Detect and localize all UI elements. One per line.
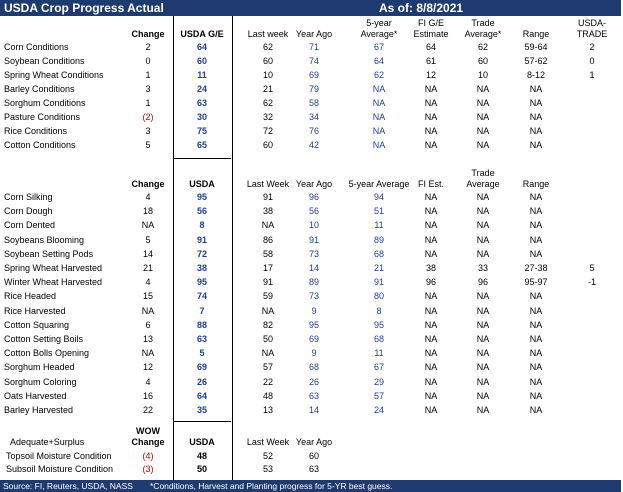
table-cell: 12 [142,362,154,373]
table-cell: 42 [308,140,320,150]
column-header: Trade [471,168,495,178]
table-cell: 18 [142,206,154,217]
usda-box-divider-1 [173,158,231,159]
table-cell: 91 [373,277,385,288]
table-cell: NA [476,112,490,122]
table-cell: 72 [262,126,274,136]
table-cell: NA [476,319,490,330]
table-cell: 80 [373,291,385,302]
table-cell: 69 [196,362,208,373]
footer-note: *Conditions, Harvest and Planting progress for 5-YR best guess. [150,481,393,491]
table-cell: NA [529,192,543,202]
table-cell: NA [372,140,386,150]
table-cell: 5 [145,234,151,245]
table-cell: NA [529,248,543,259]
table-cell: (3) [142,464,154,474]
row-label: Sorghum Conditions [4,98,86,108]
column-header: 5-year [366,18,392,28]
table-cell: NA [372,126,386,136]
table-cell: 60 [262,140,274,150]
table-cell: 64 [196,390,208,401]
table-cell: NA [424,84,438,94]
column-header: 5-year Average [348,179,410,189]
table-cell: 4 [145,192,151,202]
table-cell: NA [424,112,438,122]
row-label: Barley Conditions [4,84,75,94]
table-cell: 50 [262,334,274,344]
table-cell: 72 [196,248,208,259]
table-cell: 96 [308,192,320,202]
table-cell: 59-64 [524,42,548,52]
table-cell: NA [476,234,490,245]
table-cell: 89 [373,234,385,245]
table-cell: 48 [262,390,274,401]
column-header: Change [131,179,165,189]
table-cell: NA [529,390,543,401]
table-cell: NA [476,334,490,344]
page-title: USDA Crop Progress Actual [4,1,164,15]
table-cell: NA [424,334,438,344]
row-label: Soybean Setting Pods [4,248,94,259]
footer [0,480,621,492]
row-label: Rice Headed [4,291,57,302]
table-cell: 63 [308,390,320,401]
row-label: Rice Conditions [4,126,68,136]
table-cell: NA [529,348,543,359]
table-cell: 8 [376,305,382,316]
row-label: Corn Dented [4,220,56,231]
table-cell: NA [261,348,275,359]
row-label: Oats Harvested [4,390,67,401]
table-cell: 30 [196,112,208,122]
table-cell: 91 [196,234,208,245]
table-cell: 95 [373,319,385,330]
column-header: Year Ago [295,437,333,447]
table-cell: 63 [196,98,208,108]
row-label: Cotton Setting Boils [4,334,84,344]
usda-box-divider-2 [173,421,231,422]
table-cell: 21 [142,263,154,273]
table-cell: 88 [196,319,208,330]
table-cell: 24 [196,84,208,94]
table-cell: 22 [142,405,154,415]
row-label: Sorghum Coloring [4,376,77,387]
table-cell: 13 [142,334,154,344]
table-cell: 64 [373,56,385,66]
table-cell: 68 [308,362,320,373]
table-cell: 62 [262,42,274,52]
table-cell: 16 [142,390,154,401]
table-cell: 95 [308,319,320,330]
column-header: Change [131,29,165,39]
table-cell: 13 [262,405,274,415]
table-cell: 10 [308,220,320,231]
table-cell: 74 [308,56,320,66]
table-cell: 11 [197,70,207,80]
table-cell: 68 [373,334,385,344]
table-cell: 4 [145,376,151,387]
table-cell: 91 [262,277,274,288]
table-cell: NA [476,206,490,217]
table-cell: 60 [477,56,489,66]
table-cell: NA [529,84,543,94]
table-cell: NA [476,84,490,94]
footer-source: Source: FI, Reuters, USDA, NASS [3,481,133,491]
table-cell: NA [476,192,490,202]
table-cell: NA [424,405,438,415]
table-cell: 56 [196,206,208,217]
table-cell: NA [476,348,490,359]
table-cell: NA [261,305,275,316]
row-label: Subsoil Moisture Condition [6,464,114,474]
table-cell: 95-97 [524,277,548,288]
table-cell: 32 [262,112,274,122]
table-cell: NA [476,126,490,136]
table-cell: 51 [373,206,385,217]
table-cell: 1 [145,70,151,80]
table-cell: NA [424,376,438,387]
section-label: Adequate+Surplus [10,437,85,447]
table-cell: NA [261,220,275,231]
row-label: Soybean Conditions [4,56,85,66]
table-cell: 62 [373,70,385,80]
table-cell: 14 [308,405,320,415]
table-cell: 8 [199,220,205,231]
table-cell: NA [424,220,438,231]
table-cell: NA [424,291,438,302]
table-cell: 89 [308,277,320,288]
table-cell: NA [529,126,543,136]
table-cell: NA [529,234,543,245]
table-cell: NA [529,334,543,344]
table-cell: NA [424,390,438,401]
column-header: FI Est. [417,179,445,189]
table-cell: NA [529,291,543,302]
table-cell: NA [529,98,543,108]
table-cell: 62 [477,42,489,52]
row-label: Topsoil Moisture Condition [6,451,112,461]
table-cell: NA [529,220,543,231]
table-cell: 3 [145,126,151,136]
table-cell: 63 [308,464,320,474]
row-label: Spring Wheat Harvested [4,263,103,273]
table-cell: NA [529,112,543,122]
table-cell: 14 [142,248,154,259]
table-cell: 91 [262,192,274,202]
table-cell: 9 [311,348,317,359]
table-cell: NA [476,291,490,302]
table-cell: 68 [373,248,385,259]
column-header: USDA [189,179,215,189]
table-cell: NA [476,405,490,415]
table-cell: 73 [308,248,320,259]
table-cell: 5 [589,263,595,273]
table-cell: NA [476,376,490,387]
row-label: Winter Wheat Harvested [4,277,103,288]
table-cell: 34 [308,112,320,122]
column-header: Average* [360,29,398,39]
table-cell: NA [529,405,543,415]
column-header: Last week [247,29,289,39]
column-header: Average [466,179,500,189]
table-cell: NA [529,206,543,217]
row-label: Cotton Conditions [4,140,76,150]
table-cell: 15 [142,291,154,302]
table-cell: 10 [477,70,489,80]
table-cell: 67 [373,42,385,52]
table-cell: 27-38 [524,263,548,273]
table-cell: NA [141,348,155,359]
table-cell: (4) [142,451,154,461]
table-cell: NA [424,126,438,136]
table-cell: 76 [308,126,320,136]
table-cell: 75 [196,126,208,136]
table-cell: NA [141,305,155,316]
table-cell: 5 [145,140,151,150]
table-cell: 7 [199,305,205,316]
table-cell: NA [424,234,438,245]
table-cell: 26 [308,376,320,387]
column-header: Estimate [413,29,449,39]
table-cell: NA [372,112,386,122]
column-header: USDA G/E [180,29,224,39]
table-cell: NA [529,140,543,150]
table-cell: 26 [196,376,208,387]
table-cell: NA [476,140,490,150]
column-header: WOW [136,426,160,436]
table-cell: 21 [262,84,274,94]
table-cell: 48 [196,451,208,461]
table-cell: 64 [196,42,208,52]
table-cell: NA [476,390,490,401]
row-label: Spring Wheat Conditions [4,70,104,80]
table-cell: 3 [145,84,151,94]
table-cell: 17 [262,263,274,273]
table-cell: 63 [196,334,208,344]
table-cell: NA [372,84,386,94]
table-cell: NA [529,305,543,316]
table-cell: 1 [145,98,151,108]
table-cell: 82 [262,319,274,330]
table-cell: 60 [308,451,320,461]
table-cell: 67 [373,362,385,373]
table-cell: NA [424,98,438,108]
table-cell: 58 [262,248,274,259]
row-label: Sorghum Headed [4,362,75,373]
table-cell: NA [424,206,438,217]
column-header: Last Week [246,437,290,447]
table-cell: 2 [145,42,151,52]
row-label: Corn Dough [4,206,53,217]
table-cell: 91 [308,234,320,245]
table-cell: 79 [308,84,320,94]
row-label: Cotton Squaring [4,319,70,330]
column-header: USDA [189,437,215,447]
table-cell: 10 [262,70,274,80]
table-cell: NA [529,362,543,373]
row-label: Pasture Conditions [4,112,81,122]
table-cell: -1 [587,277,597,288]
table-cell: 57-62 [524,56,548,66]
table-cell: 50 [196,464,208,474]
column-header: TRADE [576,29,608,39]
table-cell: 59 [262,291,274,302]
row-label: Barley Harvested [4,405,74,415]
table-cell: NA [141,220,155,231]
table-cell: 38 [262,206,274,217]
row-label: Corn Silking [4,192,53,202]
table-cell: NA [529,376,543,387]
table-cell: 61 [425,56,437,66]
table-cell: 96 [425,277,437,288]
table-cell: 9 [311,305,317,316]
row-label: Rice Harvested [4,305,66,316]
column-header: Range [522,179,550,189]
table-cell: (2) [142,112,154,122]
table-cell: NA [476,305,490,316]
table-cell: 56 [308,206,320,217]
table-cell: NA [424,362,438,373]
row-label: Corn Conditions [4,42,69,52]
table-cell: 38 [196,263,208,273]
column-header: FI G/E [417,18,445,28]
table-cell: 2 [589,42,595,52]
table-cell: NA [476,362,490,373]
column-header: Year Ago [295,29,333,39]
table-cell: 65 [196,140,208,150]
table-cell: 22 [262,376,274,387]
table-cell: 57 [262,362,274,373]
table-cell: 58 [308,98,320,108]
title-bar [0,0,621,16]
column-header: Change [131,437,165,447]
table-cell: 62 [262,98,274,108]
table-cell: 8-12 [526,70,546,80]
table-cell: 69 [308,70,320,80]
table-cell: 73 [308,291,320,302]
table-cell: 5 [199,348,205,359]
table-cell: 11 [374,220,384,231]
table-cell: NA [424,192,438,202]
table-cell: 4 [145,277,151,288]
column-header: Range [522,29,550,39]
table-cell: NA [476,220,490,231]
table-cell: 86 [262,234,274,245]
table-cell: NA [424,305,438,316]
table-cell: 0 [589,56,595,66]
row-label: Cotton Bolls Opening [4,348,90,359]
table-cell: 33 [477,263,489,273]
table-cell: 21 [373,263,385,273]
table-cell: 1 [589,70,595,80]
table-cell: NA [476,98,490,108]
table-cell: 29 [373,376,385,387]
table-cell: NA [424,140,438,150]
table-cell: 53 [262,464,274,474]
table-cell: 14 [308,263,320,273]
table-cell: 60 [196,56,208,66]
table-cell: 60 [262,56,274,66]
table-cell: 0 [145,56,151,66]
column-header: Year Ago [295,179,333,189]
column-header: Trade [471,18,495,28]
row-label: Soybeans Blooming [4,234,85,245]
column-header: Last Week [246,179,290,189]
table-cell: 12 [425,70,437,80]
table-cell: 57 [373,390,385,401]
table-cell: 74 [196,291,208,302]
table-cell: 52 [262,451,274,461]
table-cell: NA [476,248,490,259]
table-cell: NA [424,319,438,330]
table-cell: 69 [308,334,320,344]
table-cell: 96 [477,277,489,288]
table-cell: NA [372,98,386,108]
table-cell: 95 [196,277,208,288]
table-cell: NA [424,248,438,259]
table-cell: 95 [196,192,208,202]
table-cell: 38 [425,263,437,273]
table-cell: 24 [373,405,385,415]
table-cell: 6 [145,319,151,330]
column-header: USDA- [577,18,607,28]
table-cell: NA [529,319,543,330]
column-header: Average* [464,29,502,39]
table-cell: NA [424,348,438,359]
as-of-date: As of: 8/8/2021 [379,1,464,15]
table-cell: 64 [425,42,437,52]
table-cell: 35 [196,405,208,415]
table-cell: 71 [308,42,320,52]
table-cell: 94 [373,192,385,202]
table-cell: 11 [374,348,384,359]
